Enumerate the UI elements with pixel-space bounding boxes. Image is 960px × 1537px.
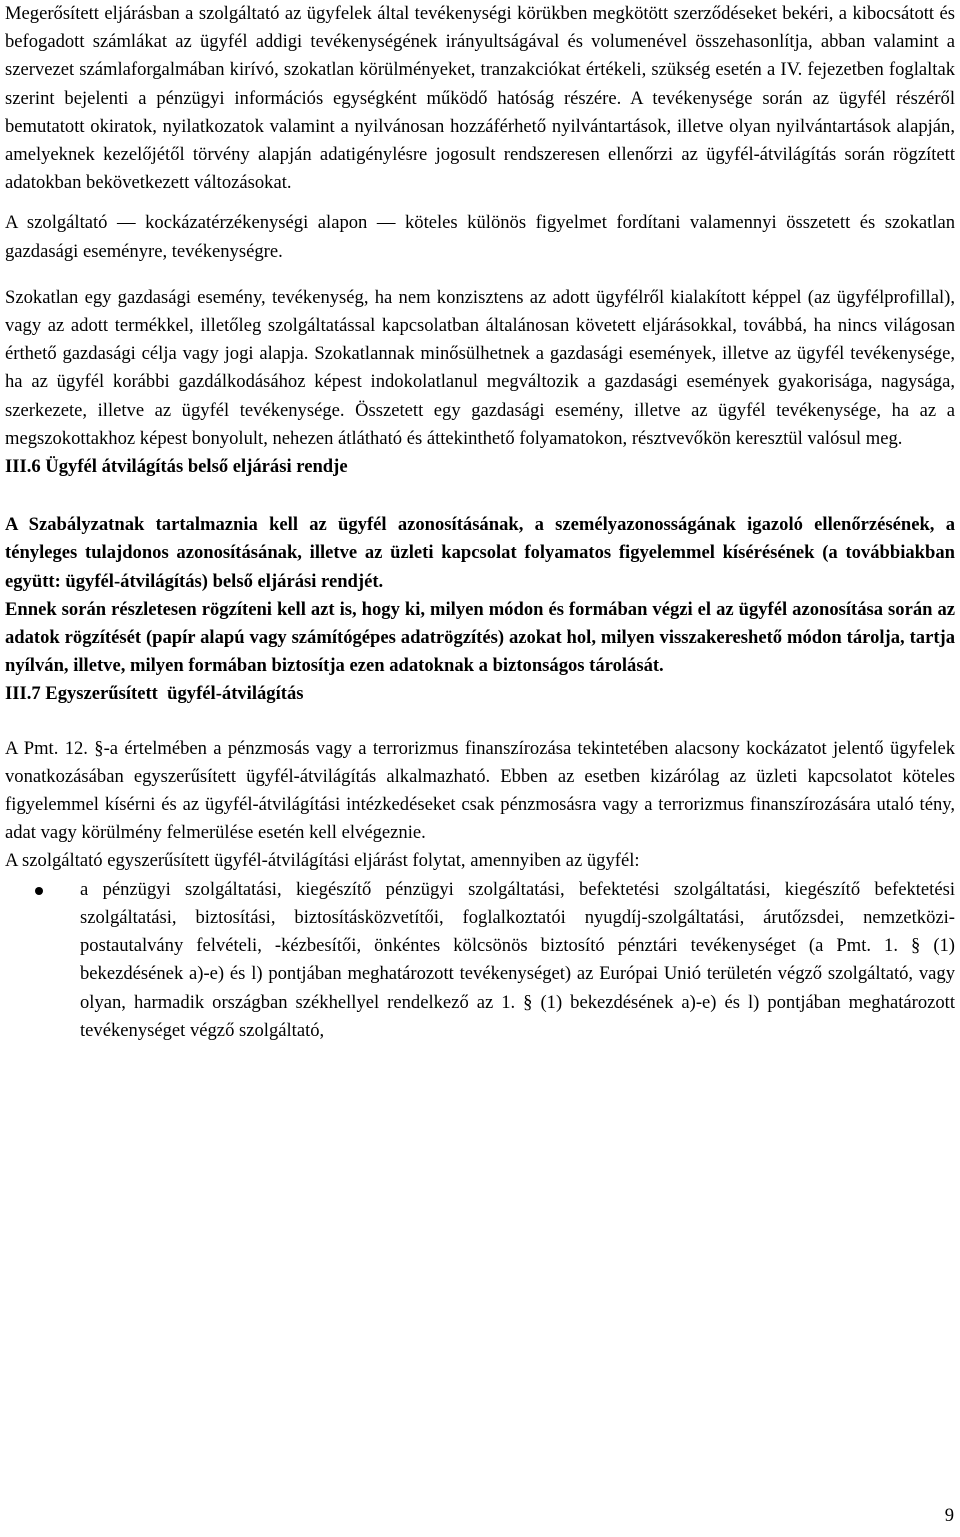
section-heading-iii-6: III.6 Ügyfél átvilágítás belső eljárási rendje: [5, 456, 348, 478]
paragraph-enhanced-procedure: Megerősített eljárásban a szolgáltató az ügyfelek által tevékenységi körükben megkötött szerződéseket bekéri, a kibocsátott és befogadott számlákat az ügyfél addigi tevékenységének irányultságával és volumenével összehasonlítja, abban valamint a szervezet számlaforgalmában kirívó, szokatlan körülményeket, tranzakciókat értékeli, szükség esetén a IV. fejezetben foglaltak szerint bejelenti a pénzügyi információs egységként működő hatóság részére. A tevékenysége során az ügyfél részéről bemutatott okiratok, nyilatkozatok valamint a nyilvánosan hozzáférhető nyilvántartások, illetve olyan nyilvántartások alapján, amelyeknek kezelőjétől törvény alapján adatigénylésre jogosult rendszeresen ellenőrzi az ügyfél-átvilágítás során rögzített adatokban bekövetkezett változásokat.: [5, 3, 955, 194]
paragraph-recording-details: Ennek során részletesen rögzíteni kell azt is, hogy ki, milyen módon és formában végzi el az ügyfél azonosítása során az adatok rögzítését (papír alapú vagy számítógépes adatrögzítés) azokat hol, milyen visszakereshető módon tárolja, tartja nyílván, illetve, milyen formában biztosítja ezen adatoknak a biztonságos tárolását.: [5, 598, 955, 677]
bullet-list: [5, 876, 955, 1045]
document-page: [5, 0, 955, 1045]
page-number: 9: [944, 1505, 954, 1526]
paragraph-risk-sensitivity: A szolgáltató ― kockázatérzékenységi alapon ― köteles különös figyelmet fordítani valamennyi összetett és szokatlan gazdasági eseményre, tevékenységre.: [5, 212, 955, 262]
paragraph-regulation-content: A Szabályzatnak tartalmaznia kell az ügyfél azonosításának, a személyazonosságának igazoló ellenőrzésének, a tényleges tulajdonos azonosításának, illetve az üzleti kapcsolat folyamatos figyelemmel kísérésének (a továbbiakban együtt: ügyfél-átvilágítás) belső eljárási rendjét.: [5, 514, 955, 592]
paragraph-simplified-intro: A szolgáltató egyszerűsített ügyfél-átvilágítási eljárást folytat, amennyiben az ügyfél:: [5, 850, 640, 872]
section-heading-iii-7: III.7 Egyszerűsített ügyfél-átvilágítás: [5, 683, 304, 705]
paragraph-pmt-12: A Pmt. 12. §-a értelmében a pénzmosás vagy a terrorizmus finanszírozása tekintetében alacsony kockázatot jelentő ügyfelek vonatkozásában egyszerűsített ügyfél-átvilágítás alkalmazható. Ebben az esetben kizárólag az üzleti kapcsolatot köteles figyelemmel kísérni és az ügyfél-átvilágítási intézkedéseket csak pénzmosásra vagy a terrorizmus finanszírozására utaló tény, adat vagy körülmény felmerülése esetén kell elvégeznie.: [5, 737, 955, 844]
paragraph-unusual-events: Szokatlan egy gazdasági esemény, tevékenység, ha nem konzisztens az adott ügyfélről kialakított képpel (az ügyfélprofillal), vagy az adott termékkel, illetőleg szolgáltatással kapcsolatban általánosan követett eljárásokkal, továbbá, ha nincs világosan érthető gazdasági célja vagy jogi alapja. Szokatlannak minősülhetnek a gazdasági események, illetve az ügyfél tevékenysége, ha az ügyfél korábbi gazdálkodásához képest indokolatlanul megváltozik a gazdasági események gyakorisága, nagysága, szerkezete, illetve az ügyfél tevékenysége. Összetett egy gazdasági esemény, illetve az ügyfél tevékenysége, ha az a megszokottakhoz képest bonyolult, nehezen átlátható és áttekinthető folyamatokon, résztvevőkön keresztül valósul meg.: [5, 286, 955, 449]
bullet-icon: [35, 887, 43, 895]
list-item-text: a pénzügyi szolgáltatási, kiegészítő pénzügyi szolgáltatási, befektetési szolgáltatási, kiegészítő befektetési szolgáltatási, biztosítási, biztosításközvetítői, foglalkoztatói nyugdíj-szolgáltatási, árutőzsdei, nemzetközi-postautalvány felvételi, -kézbesítői, önkéntes kölcsönös biztosító pénztári tevékenységet (a Pmt. 1. § (1) bekezdésének a)-e) és l) pontjában meghatározott tevékenységet) az Európai Unió területén végző szolgáltató, vagy olyan, harmadik országban székhellyel rendelkező az 1. § (1) bekezdésének a)-e) és l) pontjában meghatározott tevékenységet végző szolgáltató,: [80, 878, 955, 1041]
list-item: [5, 876, 955, 1045]
